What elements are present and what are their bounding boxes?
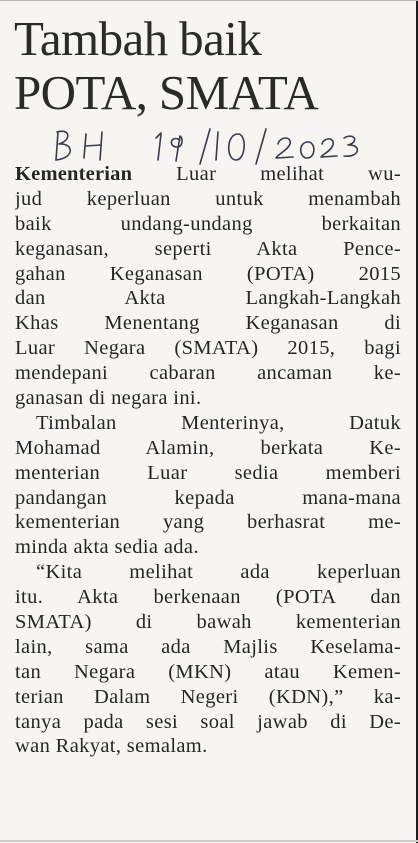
article-line: Timbalan Menterinya, Datuk [36, 411, 401, 434]
paragraph-3 [15, 560, 401, 759]
article-line: dan Akta Langkah-Langkah [15, 287, 401, 310]
article-line: gahan Keganasan (POTA) 2015 [15, 262, 401, 285]
article-line: ganasan di negara ini. [15, 387, 202, 410]
article-line: Khas Menentang Keganasan di [15, 312, 401, 335]
clip-bottom-edge [0, 840, 418, 842]
article-line: jud keperluan untuk menambah [15, 187, 401, 210]
article-line: wan Rakyat, semalam. [15, 735, 208, 758]
article-line: itu. Akta berkenaan (POTA dan [15, 586, 401, 609]
article-line: kementerian yang berhasrat me- [15, 511, 401, 534]
paragraph-2 [15, 411, 401, 560]
article-line: SMATA) di bawah kementerian [15, 611, 401, 634]
article-line: baik undang-undang berkaitan [15, 212, 401, 235]
article-line: tan Negara (MKN) atau Kemen- [15, 660, 401, 683]
headline-line-1: Tambah baik [14, 11, 262, 66]
article-line [15, 162, 401, 187]
handwritten-annotation-drawing [50, 124, 370, 166]
article-line-text: Luar melihat wu- [132, 163, 401, 185]
article-line: lain, sama ada Majlis Keselama- [15, 635, 401, 658]
article-line: Mohamad Alamin, berkata Ke- [15, 436, 401, 459]
handwritten-source-date-note [50, 124, 370, 166]
headline-line-2: POTA, SMATA [14, 65, 319, 120]
article-line: keganasan, seperti Akta Pence- [15, 237, 401, 260]
article-body [15, 162, 401, 759]
paragraph-1 [15, 162, 401, 411]
article-line: minda akta sedia ada. [15, 536, 199, 559]
article-line: “Kita melihat ada keperluan [36, 561, 401, 584]
article-line: tanya pada sesi soal jawab di De- [15, 710, 401, 733]
article-line: mendepani cabaran ancaman ke- [15, 362, 401, 385]
article-line: Luar Negara (SMATA) 2015, bagi [15, 337, 401, 360]
lead-word: Kementerian [15, 163, 133, 185]
article-line: menterian Luar sedia memberi [15, 461, 401, 484]
clip-top-edge [0, 0, 418, 1]
article-headline [14, 12, 406, 120]
article-line: pandangan kepada mana-mana [15, 486, 401, 509]
article-line: terian Dalam Negeri (KDN),” ka- [15, 685, 401, 708]
